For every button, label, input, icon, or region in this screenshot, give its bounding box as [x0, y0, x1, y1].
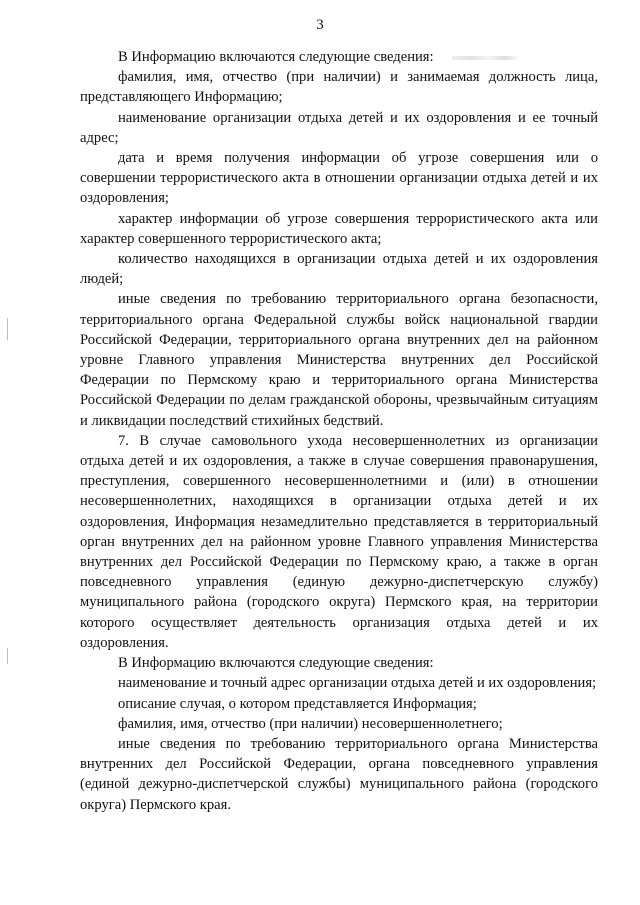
paragraph-threat-nature: характер информации об угрозе совершения террористического акта или характер совершенного террористического акта; — [80, 210, 598, 247]
margin-mark — [7, 318, 8, 340]
margin-mark — [7, 648, 8, 664]
paragraph-people-count: количество находящихся в организации отдыха детей и их оздоровления людей; — [80, 251, 598, 288]
paragraph-clause-7: 7. В случае самовольного ухода несовершеннолетних из организации отдыха детей и их оздоровления, а также в случае совершения правонарушения, преступления, совершенного несовершеннолетними и (или) в отношении несовершеннолетних, находящихся в организации отдыха детей и их оздоровления, Информация незамедлительно представляется в территориальный орган внутренних дел на районном уровне Главного управления Министерства внутренних дел Российской Федерации по Пермскому краю, а также в орган повседневного управления (единую дежурно-диспетчерскую службу) муниципального района (городского округа) Пермского края, на территории которого осуществляет деятельность организация отдыха детей и их оздоровления. — [80, 432, 598, 651]
paragraph-reporter-name: фамилия, имя, отчество (при наличии) и занимаемая должность лица, представляющего Информацию; — [80, 69, 598, 106]
paragraph-organization-name: наименование и точный адрес организации отдыха детей и их оздоровления; — [118, 675, 597, 692]
paragraph-date-time: дата и время получения информации об угрозе совершения или о совершении террористического акта в отношении организации отдыха детей и их оздоровления; — [80, 150, 598, 207]
paragraph-minor-name: фамилия, имя, отчество (при наличии) несовершеннолетнего; — [118, 715, 503, 732]
paragraph-info-intro-2: В Информацию включаются следующие сведения: — [118, 655, 434, 672]
document-body — [80, 47, 598, 815]
paragraph-other-details: иные сведения по требованию территориального органа безопасности, территориального органа Федеральной службы войск национальной гвардии Российской Федерации, территориального органа внутренних дел на районном уровне Главного управления Министерства внутренних дел Российской Федерации по Пермскому краю и территориального органа Министерства Российской Федерации по делам гражданской обороны, чрезвычайным ситуациям и ликвидации последствий стихийных бедствий. — [80, 291, 598, 429]
paragraph-other-details-2: иные сведения по требованию территориального органа Министерства внутренних дел Российской Федерации, органа повседневного управления (единой дежурно-диспетчерской службы) муниципального района (городского округа) Пермского края. — [80, 735, 598, 813]
page-number: 3 — [316, 17, 324, 33]
paragraph-info-intro: В Информацию включаются следующие сведения: — [118, 49, 434, 65]
paragraph-organization-address: наименование организации отдыха детей и их оздоровления и ее точный адрес; — [80, 109, 598, 146]
paragraph-case-description: описание случая, о котором представляется Информация; — [118, 695, 477, 712]
